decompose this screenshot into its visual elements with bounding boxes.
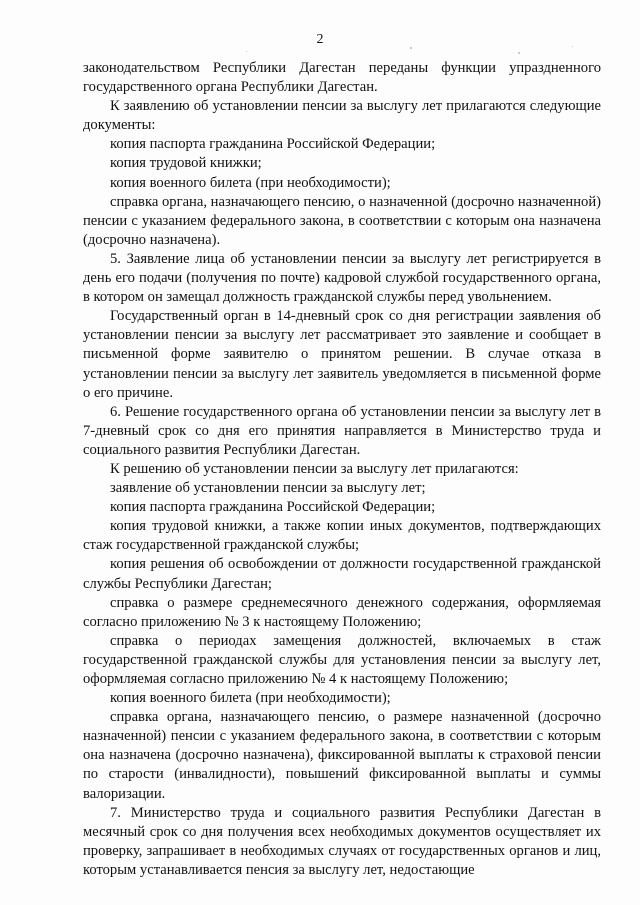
- paragraph-12: копия паспорта гражданина Российской Федерации;: [110, 499, 436, 516]
- paragraph-17: копия военного билета (при необходимости);: [110, 690, 391, 707]
- scan-speck: [572, 46, 573, 47]
- paragraph-15: справка о размере среднемесячного денежного содержания, оформляемая согласно приложению № 3 к настоящему Положению;: [83, 594, 601, 630]
- page-number: 2: [316, 32, 324, 47]
- paragraph-8: Государственный орган в 14-дневный срок со дня регистрации заявления об установлении пенсии за выслугу лет рассматривает это заявление и сообщает в письменной форме заявителю о принятом решении. В случае отказа в установлении пенсии за выслугу лет заявитель уведомляется в письменной форме о его причине.: [83, 308, 601, 401]
- paragraph-9: 6. Решение государственного органа об установлении пенсии за выслугу лет в 7-дневный срок со дня его принятия направляется в Министерство труда и социального развития Республики Дагестан.: [83, 403, 601, 458]
- scan-speck: [518, 52, 520, 54]
- paragraph-13: копия трудовой книжки, а также копии иных документов, подтверждающих стаж государственной гражданской службы;: [83, 518, 601, 554]
- paragraph-14: копия решения об освобождении от должности государственной гражданской службы Республики Дагестан;: [83, 556, 601, 592]
- paragraph-2: К заявлению об установлении пенсии за выслугу лет прилагаются следующие документы:: [83, 98, 601, 134]
- paragraph-18: справка органа, назначающего пенсию, о размере назначенной (досрочно назначенной) пенсии с указанием федерального закона, в соответствии с которым она назначена (досрочно назначена), фиксированной выплаты к страховой пенсии по старости (инвалидности), повышений фиксированной выплаты и суммы валоризации.: [83, 709, 601, 802]
- paragraph-16: справка о периодах замещения должностей, включаемых в стаж государственной гражданской службы для установления пенсии за выслугу лет, оформляемая согласно приложению № 4 к настоящему Положению;: [83, 632, 601, 687]
- scan-speck: [410, 47, 412, 49]
- paragraph-6: справка органа, назначающего пенсию, о назначенной (досрочно назначенной) пенсии с указанием федерального закона, в соответствии с которым она назначена (досрочно назначена).: [83, 193, 601, 248]
- document-body: [83, 59, 601, 880]
- paragraph-1: законодательством Республики Дагестан переданы функции упраздненного государственного органа Республики Дагестан.: [83, 60, 601, 96]
- paragraph-4: копия трудовой книжки;: [110, 155, 262, 172]
- paragraph-7: 5. Заявление лица об установлении пенсии за выслугу лет регистрируется в день его подачи (получения по почте) кадровой службой государственного органа, в котором он замещал должность гражданской службы перед увольнением.: [83, 250, 601, 306]
- scan-speck: [246, 51, 247, 52]
- paragraph-5: копия военного билета (при необходимости);: [110, 174, 391, 191]
- paragraph-19: 7. Министерство труда и социального развития Республики Дагестан в месячный срок со дня получения всех необходимых документов осуществляет их проверку, запрашивает в необходимых случаях от государственных органов и лиц, которым устанавливается пенсия за выслугу лет, недостающие: [83, 804, 601, 878]
- paragraph-11: заявление об установлении пенсии за выслугу лет;: [110, 480, 426, 497]
- paragraph-10: К решению об установлении пенсии за выслугу лет прилагаются:: [110, 460, 519, 477]
- paragraph-3: копия паспорта гражданина Российской Федерации;: [110, 136, 436, 153]
